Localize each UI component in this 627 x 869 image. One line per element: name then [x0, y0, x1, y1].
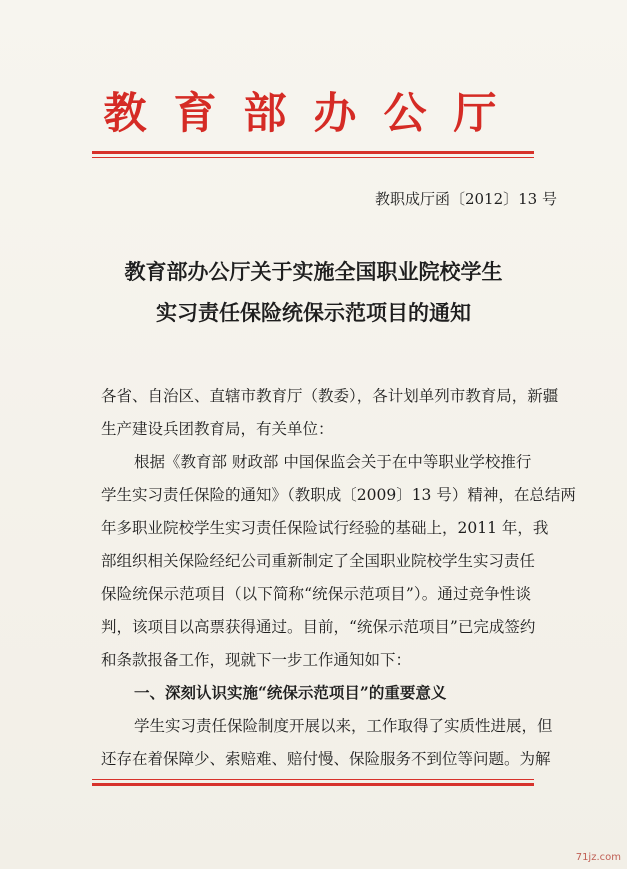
- paragraph-line: 根据《教育部 财政部 中国保监会关于在中等职业学校推行: [134, 453, 532, 471]
- site-watermark: 71jz.com: [575, 852, 621, 863]
- paragraph-line: 年多职业院校学生实习责任保险试行经验的基础上，2011 年，我: [101, 519, 549, 537]
- headline-line: 教育部办公厅关于实施全国职业院校学生: [124, 259, 503, 284]
- paragraph-line: 学生实习责任保险制度开展以来，工作取得了实质性进展，但: [134, 717, 553, 735]
- paragraph-line: 保险统保示范项目（以下简称“统保示范项目”）。通过竞争性谈: [101, 585, 531, 603]
- issuing-office-title: 教育部办公厅: [103, 89, 524, 139]
- red-header-rule-thin: [92, 157, 534, 158]
- red-header-rule-thick: [92, 151, 534, 154]
- paragraph-line: 判，该项目以高票获得通过。目前，“统保示范项目”已完成签约: [101, 618, 536, 636]
- paragraph-line: 还存在着保障少、索赔难、赔付慢、保险服务不到位等问题。为解: [101, 750, 551, 768]
- headline-line: 实习责任保险统保示范项目的通知: [156, 300, 471, 325]
- paragraph-line: 部组织相关保险经纪公司重新制定了全国职业院校学生实习责任: [101, 552, 536, 570]
- paragraph-line: 学生实习责任保险的通知》（教职成〔2009〕13 号）精神，在总结两: [101, 486, 576, 504]
- document-number: 教职成厅函〔2012〕13 号: [374, 190, 557, 208]
- addressee-line: 各省、自治区、直辖市教育厅（教委），各计划单列市教育局，新疆: [101, 387, 559, 405]
- red-footer-rule-thick: [92, 783, 534, 786]
- red-footer-rule-thin: [92, 779, 534, 780]
- section-heading: 一、深刻认识实施“统保示范项目”的重要意义: [134, 683, 447, 702]
- paragraph-line: 和条款报备工作，现就下一步工作通知如下：: [101, 651, 412, 669]
- addressee-line: 生产建设兵团教育局，有关单位：: [101, 420, 334, 438]
